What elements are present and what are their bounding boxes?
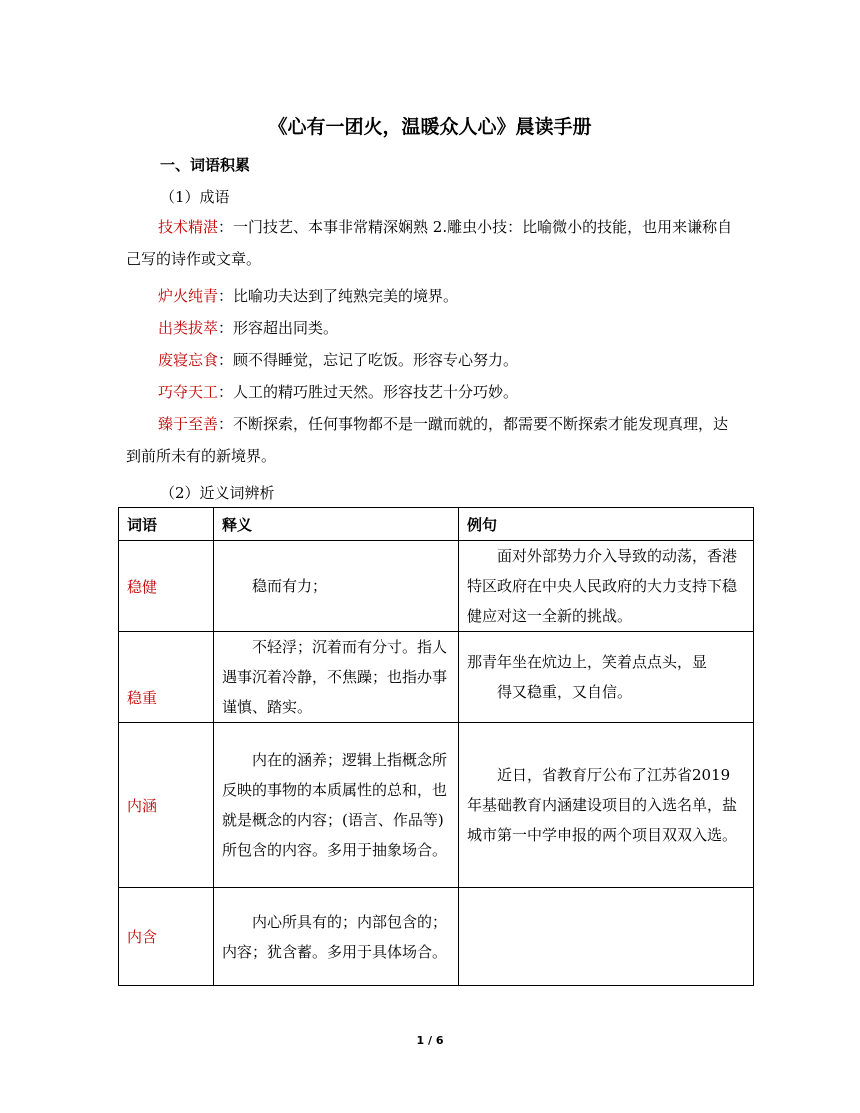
idiom-entry [126,312,740,344]
header-word: 词语 [119,508,214,541]
subsection-synonyms: （2）近义词辨析 [160,484,275,502]
example-line: 那青年坐在炕边上，笑着点点头，显 [467,653,708,671]
idiom-definition: ：形容超出同类。 [218,319,339,337]
example-line: 得又稳重，又自信。 [497,683,633,701]
row-word: 稳重 [119,632,214,723]
synonym-table [118,507,754,986]
subsection-idioms: （1）成语 [160,188,230,206]
row-example: 近日，省教育厅公布了江苏省2019年基础教育内涵建设项目的入选名单，盐城市第一中学申报的两个项目双双入选。 [459,723,754,888]
idiom-entry [126,376,740,408]
row-word: 内涵 [119,723,214,888]
idiom-definition: ：比喻功夫达到了纯熟完美的境界。 [218,287,459,305]
idiom-entry [126,408,740,472]
header-meaning: 释义 [214,508,459,541]
idiom-definition: ：顾不得睡觉，忘记了吃饭。形容专心努力。 [218,351,519,369]
idiom-entry [126,211,740,275]
section-heading: 一、词语积累 [160,156,251,174]
table-row [119,723,754,888]
table-row [119,541,754,632]
row-meaning: 内心所具有的；内部包含的；内容；犹含蓄。多用于具体场合。 [214,888,459,986]
idiom-definition: ：不断探索，任何事物都不是一蹴而就的，都需要不断探索才能发现真理，达到前所未有的新境界。 [126,415,729,465]
idiom-entry [126,344,740,376]
page-number: 1 / 6 [416,1034,444,1047]
row-meaning: 稳而有力； [214,541,459,632]
idiom-entry [126,280,740,312]
table-header-row [119,508,754,541]
page-title: 《心有一团火，温暖众人心》晨读手册 [268,116,592,138]
row-meaning: 不轻浮；沉着而有分寸。指人遇事沉着冷静，不焦躁；也指办事谨慎、踏实。 [214,632,459,723]
row-word: 稳健 [119,541,214,632]
idiom-term: 出类拔萃 [158,319,219,337]
row-example [459,632,754,723]
row-word: 内含 [119,888,214,986]
table-row [119,888,754,986]
row-meaning: 内在的涵养；逻辑上指概念所反映的事物的本质属性的总和，也就是概念的内容；(语言、作品等)所包含的内容。多用于抽象场合。 [214,723,459,888]
idiom-definition: ：一门技艺、本事非常精深娴熟 2.雕虫小技：比喻微小的技能，也用来谦称自己写的诗作或文章。 [126,218,733,268]
row-example [459,888,754,986]
header-example: 例句 [459,508,754,541]
idiom-term: 臻于至善 [158,415,219,433]
idiom-term: 炉火纯青 [158,287,219,305]
idiom-term: 废寝忘食 [158,351,219,369]
idiom-term: 巧夺天工 [158,383,219,401]
table-row [119,632,754,723]
idiom-definition: ：人工的精巧胜过天然。形容技艺十分巧妙。 [218,383,519,401]
row-example: 面对外部势力介入导致的动荡，香港特区政府在中央人民政府的大力支持下稳健应对这一全新的挑战。 [459,541,754,632]
idiom-term: 技术精湛 [158,218,219,236]
